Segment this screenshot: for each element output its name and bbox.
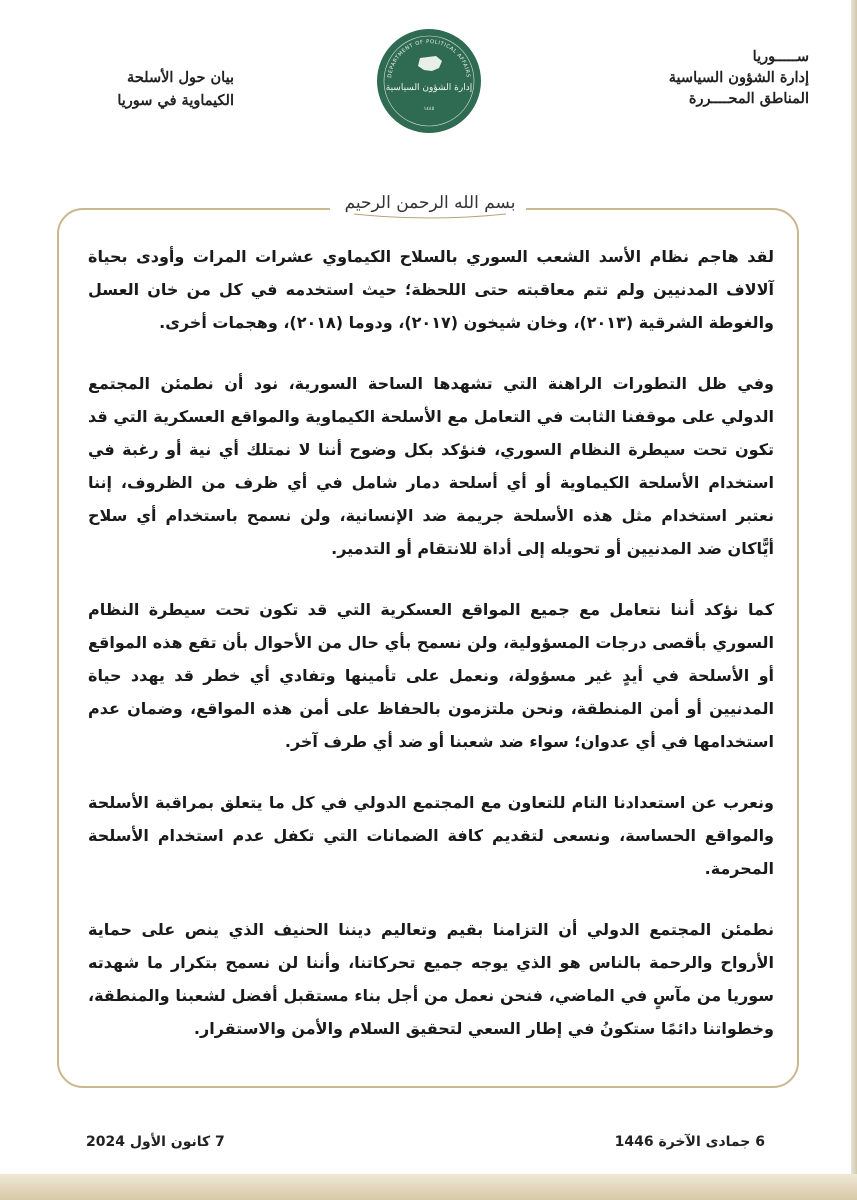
statement-subject	[84, 66, 234, 112]
org-country: ســـــوريا	[752, 48, 809, 65]
date-footer	[86, 1134, 765, 1158]
department-emblem-icon	[376, 28, 482, 134]
gregorian-date: 7 كانون الأول 2024	[86, 1134, 225, 1150]
bismillah-calligraphy	[340, 176, 520, 226]
bismillah-text: بسم الله الرحمن الرحيم	[344, 193, 516, 213]
emblem-arc-text: DEPARTMENT OF POLITICAL AFFAIRS	[387, 38, 471, 79]
background-surface	[0, 1174, 857, 1200]
page-edge	[851, 0, 857, 1200]
org-region: المناطق المحــــررة	[688, 90, 809, 107]
paragraph-5: نطمئن المجتمع الدولي أن التزامنا بقيم وتعاليم ديننا الحنيف الذي ينص على حماية الأرواح والرحمة بالناس هو الذي يوجه جميع تحركاتنا، وأننا لن نسمح بتكرار ما شهدته سوريا من مآسٍ في الماضي، فنحن نعمل من أجل بناء مستقبل أفضل لشعبنا والمنطقة، وخطواتنا دائمًا ستكونُ في إطار السعي لتحقيق السلام والأمن والاستقرار.	[88, 920, 774, 1038]
paragraph-3: كما نؤكد أننا نتعامل مع جميع المواقع العسكرية التي قد تكون تحت سيطرة النظام السوري بأقصى درجات المسؤولية، ولن نسمح بأي حال من الأحوال بأن تقع هذه المواقع أو الأسلحة في أيدٍ غير مسؤولة، ونعمل على تأمينها وتفادي أي خطر قد يهدد حياة المدنيين أو أمن المنطقة، ونحن ملتزمون بالحفاظ على أمن هذه المواقع، وضمان عدم استخدامها في أي عدوان؛ سواء ضد شعبنا أو ضد أي طرف آخر.	[88, 600, 774, 751]
hijri-date: 6 جمادى الآخرة 1446	[614, 1134, 765, 1150]
paragraph-4: ونعرب عن استعدادنا التام للتعاون مع المجتمع الدولي في كل ما يتعلق بمراقبة الأسلحة والمواقع الحساسة، ونسعى لتقديم كافة الضمانات التي تكفل عدم استخدام الأسلحة المحرمة.	[88, 793, 774, 878]
subject-line-2: الكيماوية في سوريا	[117, 92, 234, 109]
organization-header	[589, 46, 809, 109]
org-department: إدارة الشؤون السياسية	[668, 69, 809, 86]
subject-line-1: بيان حول الأسلحة	[127, 69, 234, 86]
paragraph-2: وفي ظل التطورات الراهنة التي تشهدها الساحة السورية، نود أن نطمئن المجتمع الدولي على موقفنا الثابت في التعامل مع الأسلحة الكيماوية والمواقع العسكرية التي قد تكون تحت سيطرة النظام السوري، فنؤكد بكل وضوح أننا لا نمتلك أي نية أو رغبة في استخدام الأسلحة الكيماوية أو أي أسلحة دمار شامل في أي ظرف من الظروف، إننا نعتبر استخدام مثل هذه الأسلحة جريمة ضد الإنسانية، ولن نسمح باستخدام أي سلاح أيًّاكان ضد المدنيين أو تحويله إلى أداة للانتقام أو التدمير.	[88, 374, 774, 558]
emblem-arabic-text: إدارة الشؤون السياسية	[385, 83, 473, 93]
emblem-year: ١٤٤٥	[423, 106, 435, 112]
statement-body	[88, 240, 774, 1073]
paragraph-1: لقد هاجم نظام الأسد الشعب السوري بالسلاح الكيماوي عشرات المرات وأودى بحياة آلالاف المدنيين ولم تتم معاقبته حتى اللحظة؛ حيث استخدمه في كل من خان العسل والغوطة الشرقية (٢٠١٣)، وخان شيخون (٢٠١٧)، ودوما (٢٠١٨)، وهجمات أخرى.	[88, 247, 774, 332]
